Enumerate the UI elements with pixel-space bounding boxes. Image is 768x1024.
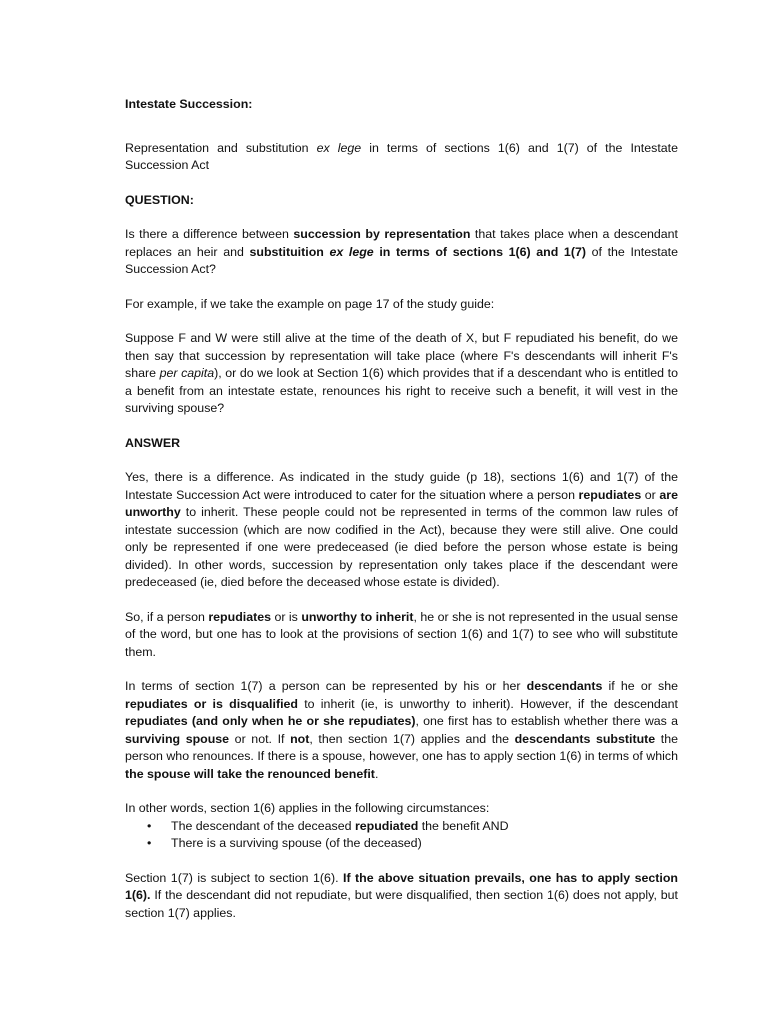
text-run-bold: substituition <box>249 244 330 259</box>
document-title: Intestate Succession: <box>125 97 253 111</box>
text-run: the benefit AND <box>418 818 509 833</box>
text-run-bold: If the above situation prevails, one has to apply section 1(6). <box>125 870 678 902</box>
text-run: that takes place when a descendant replaces an heir and <box>125 227 678 259</box>
text-run-bold: the spouse will take the renounced benefit <box>125 766 375 781</box>
list-item <box>125 818 678 836</box>
text-run-italic: per capita <box>159 366 215 380</box>
text-run-bold: succession by representation <box>293 227 471 241</box>
answer-paragraph-4: In other words, section 1(6) applies in the following circumstances: <box>125 801 490 815</box>
text-run: Yes, there is a difference. As indicated in the study guide (p 18), sections 1(6) and 1(7) of the Intestate Succession Act were introduced to cater for the situation where a person <box>125 470 678 502</box>
answer-paragraph-5 <box>125 870 678 923</box>
text-run-bold: repudiates <box>578 487 642 502</box>
text-run-bold-italic: ex lege <box>329 244 374 259</box>
text-run: , he or she is not represented in the usual sense of the word, but one has to look at the provisions of section 1(6) and 1(7) to see who will substitute them. <box>125 609 679 659</box>
subtitle-paragraph <box>125 140 678 175</box>
question-paragraph-2: For example, if we take the example on page 17 of the study guide: <box>125 296 495 311</box>
text-run-bold: are unworthy <box>125 487 678 519</box>
text-run-bold: descendants <box>526 679 603 693</box>
text-run: So, if a person <box>125 609 209 624</box>
text-run-bold: not <box>290 731 310 746</box>
text-run-bold: repudiates <box>208 609 272 624</box>
text-run-bold: repudiated <box>354 818 419 833</box>
question-paragraph-1 <box>125 226 678 279</box>
text-run: or is <box>271 609 302 624</box>
text-run-bold: unworthy to inherit <box>301 609 414 624</box>
text-run: or <box>641 487 660 502</box>
question-heading: QUESTION: <box>125 192 194 207</box>
document-body <box>125 96 678 922</box>
text-run: , then section 1(7) applies and the <box>309 731 515 746</box>
text-run: . <box>374 766 379 781</box>
text-run: to inherit (ie, is unworthy to inherit). However, if the descendant <box>297 696 678 711</box>
question-paragraph-3 <box>125 330 678 418</box>
answer-paragraph-3 <box>125 678 678 783</box>
answer-paragraph-2 <box>125 609 678 662</box>
text-run: in terms of sections 1(6) and 1(7) of the Intestate Succession Act <box>125 140 678 172</box>
text-run-bold: surviving spouse <box>125 731 230 746</box>
list-item: • There is a surviving spouse (of the deceased) <box>125 835 678 853</box>
text-run: Representation and substitution <box>125 140 317 155</box>
text-run: The descendant of the deceased <box>171 818 355 833</box>
text-run-bold: repudiates or is disqualified <box>125 696 298 711</box>
text-run: the person who renounces. If there is a spouse, however, one has to apply section 1(6) in terms of which <box>125 731 679 763</box>
text-run: In terms of section 1(7) a person can be represented by his or her <box>125 679 527 693</box>
answer-heading: ANSWER <box>125 435 181 450</box>
answer-paragraph-1 <box>125 469 678 592</box>
text-run: to inherit. These people could not be represented in terms of the common law rules of intestate succession (which are now codified in the Act), because they were still alive. One could only be represented if one were predeceased (ie died before the person whose estate is being divided). In other words, succession by representation only takes place if the descendant were predeceased (ie, died before the deceased whose estate is divided). <box>125 505 678 589</box>
circumstances-list <box>125 818 678 853</box>
text-run-bold: descendants substitute <box>514 731 656 746</box>
text-run-italic: ex lege <box>316 140 362 155</box>
text-run: of the Intestate Succession Act? <box>125 244 678 276</box>
text-run: Suppose F and W were still alive at the time of the death of X, but F repudiated his benefit, do we then say that succession by representation will take place (where F's descendants will inherit F's share <box>125 331 678 380</box>
text-run-bold: repudiates (and only when he or she repudiates) <box>125 714 416 728</box>
text-run: Section 1(7) is subject to section 1(6). <box>125 870 343 885</box>
text-run: , one first has to establish whether there was a <box>415 714 678 728</box>
text-run: Is there a difference between <box>125 227 294 241</box>
text-run-bold: in terms of sections 1(6) and 1(7) <box>373 244 586 259</box>
text-run: If the descendant did not repudiate, but were disqualified, then section 1(6) does not apply, but section 1(7) applies. <box>125 888 678 920</box>
text-run: if he or she <box>602 679 678 693</box>
text-run: ), or do we look at Section 1(6) which provides that if a descendant who is entitled to a benefit from an intestate estate, renounces his right to receive such a benefit, it will vest in the surviving spouse? <box>125 366 678 415</box>
text-run: or not. If <box>229 731 291 746</box>
